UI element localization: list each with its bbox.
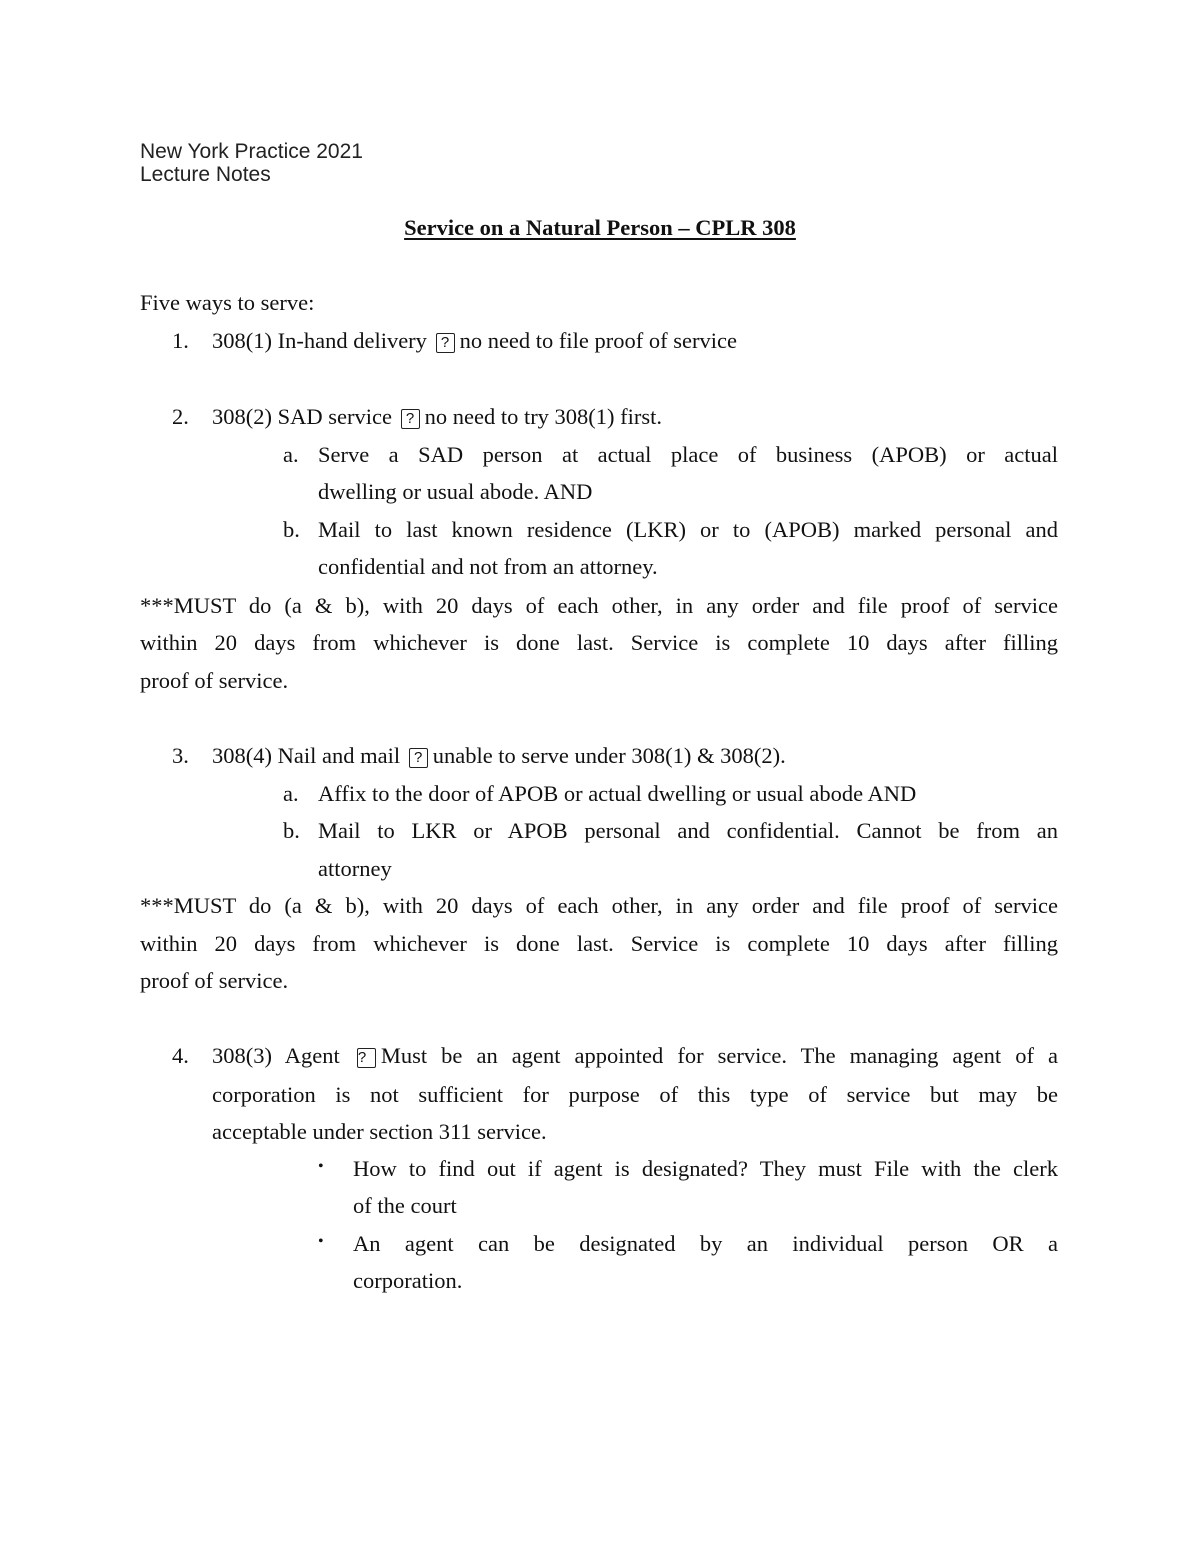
sub-item-text: confidential and not from an attorney. [318, 554, 658, 579]
sub-item-text: attorney [318, 856, 392, 881]
question-box-icon: ? [436, 333, 455, 353]
item-line [212, 404, 662, 430]
note-text: within 20 days from whichever is done last. Service is complete 10 days after filling [140, 931, 1058, 956]
item-label: 308(3) Agent [212, 1043, 340, 1068]
note-text: proof of service. [140, 968, 289, 993]
item-label: 308(2) SAD service [212, 404, 392, 429]
course-subtitle: Lecture Notes [140, 163, 271, 186]
bullet-text: How to find out if agent is designated? They must File with the clerk [353, 1156, 1058, 1181]
sub-item-text: Affix to the door of APOB or actual dwelling or usual abode AND [318, 781, 917, 806]
sub-item-letter: b. [283, 517, 300, 542]
item-line [212, 1043, 1058, 1069]
item-description: Must be an agent appointed for service. The managing agent of a [380, 1043, 1059, 1068]
bullet-icon: • [318, 1158, 324, 1175]
intro-text: Five ways to serve: [140, 290, 315, 315]
item-description: no need to file proof of service [459, 328, 737, 353]
item-description-line: acceptable under section 311 service. [212, 1119, 547, 1144]
sub-item-text: Mail to LKR or APOB personal and confidential. Cannot be from an [318, 818, 1058, 843]
sub-item-letter: a. [283, 781, 299, 806]
item-description-line: corporation is not sufficient for purpose of this type of service but may be [212, 1082, 1058, 1107]
note-text: within 20 days from whichever is done last. Service is complete 10 days after filling [140, 630, 1058, 655]
sub-item-letter: a. [283, 442, 299, 467]
sub-item-text: dwelling or usual abode. AND [318, 479, 593, 504]
item-line [212, 743, 786, 769]
item-number: 2. [172, 404, 189, 429]
item-number: 1. [172, 328, 189, 353]
question-box-icon: ? [409, 748, 428, 768]
bullet-text: An agent can be designated by an individual person OR a [353, 1231, 1058, 1256]
bullet-text: of the court [353, 1193, 457, 1218]
item-label: 308(1) In-hand delivery [212, 328, 427, 353]
item-number: 4. [172, 1043, 189, 1068]
item-number: 3. [172, 743, 189, 768]
item-description: unable to serve under 308(1) & 308(2). [432, 743, 786, 768]
item-description: no need to try 308(1) first. [424, 404, 663, 429]
bullet-text: corporation. [353, 1268, 463, 1293]
item-line [212, 328, 737, 354]
sub-item-letter: b. [283, 818, 300, 843]
note-text: ***MUST do (a & b), with 20 days of each other, in any order and file proof of service [140, 593, 1058, 618]
question-box-icon: ? [401, 409, 420, 429]
note-text: ***MUST do (a & b), with 20 days of each other, in any order and file proof of service [140, 893, 1058, 918]
sub-item-text: Serve a SAD person at actual place of business (APOB) or actual [318, 442, 1058, 467]
course-title: New York Practice 2021 [140, 140, 363, 163]
item-label: 308(4) Nail and mail [212, 743, 401, 768]
bullet-icon: • [318, 1233, 324, 1250]
question-box-icon: ? [357, 1048, 376, 1068]
note-text: proof of service. [140, 668, 289, 693]
sub-item-text: Mail to last known residence (LKR) or to (APOB) marked personal and [318, 517, 1058, 542]
document-title: Service on a Natural Person – CPLR 308 [404, 215, 796, 240]
